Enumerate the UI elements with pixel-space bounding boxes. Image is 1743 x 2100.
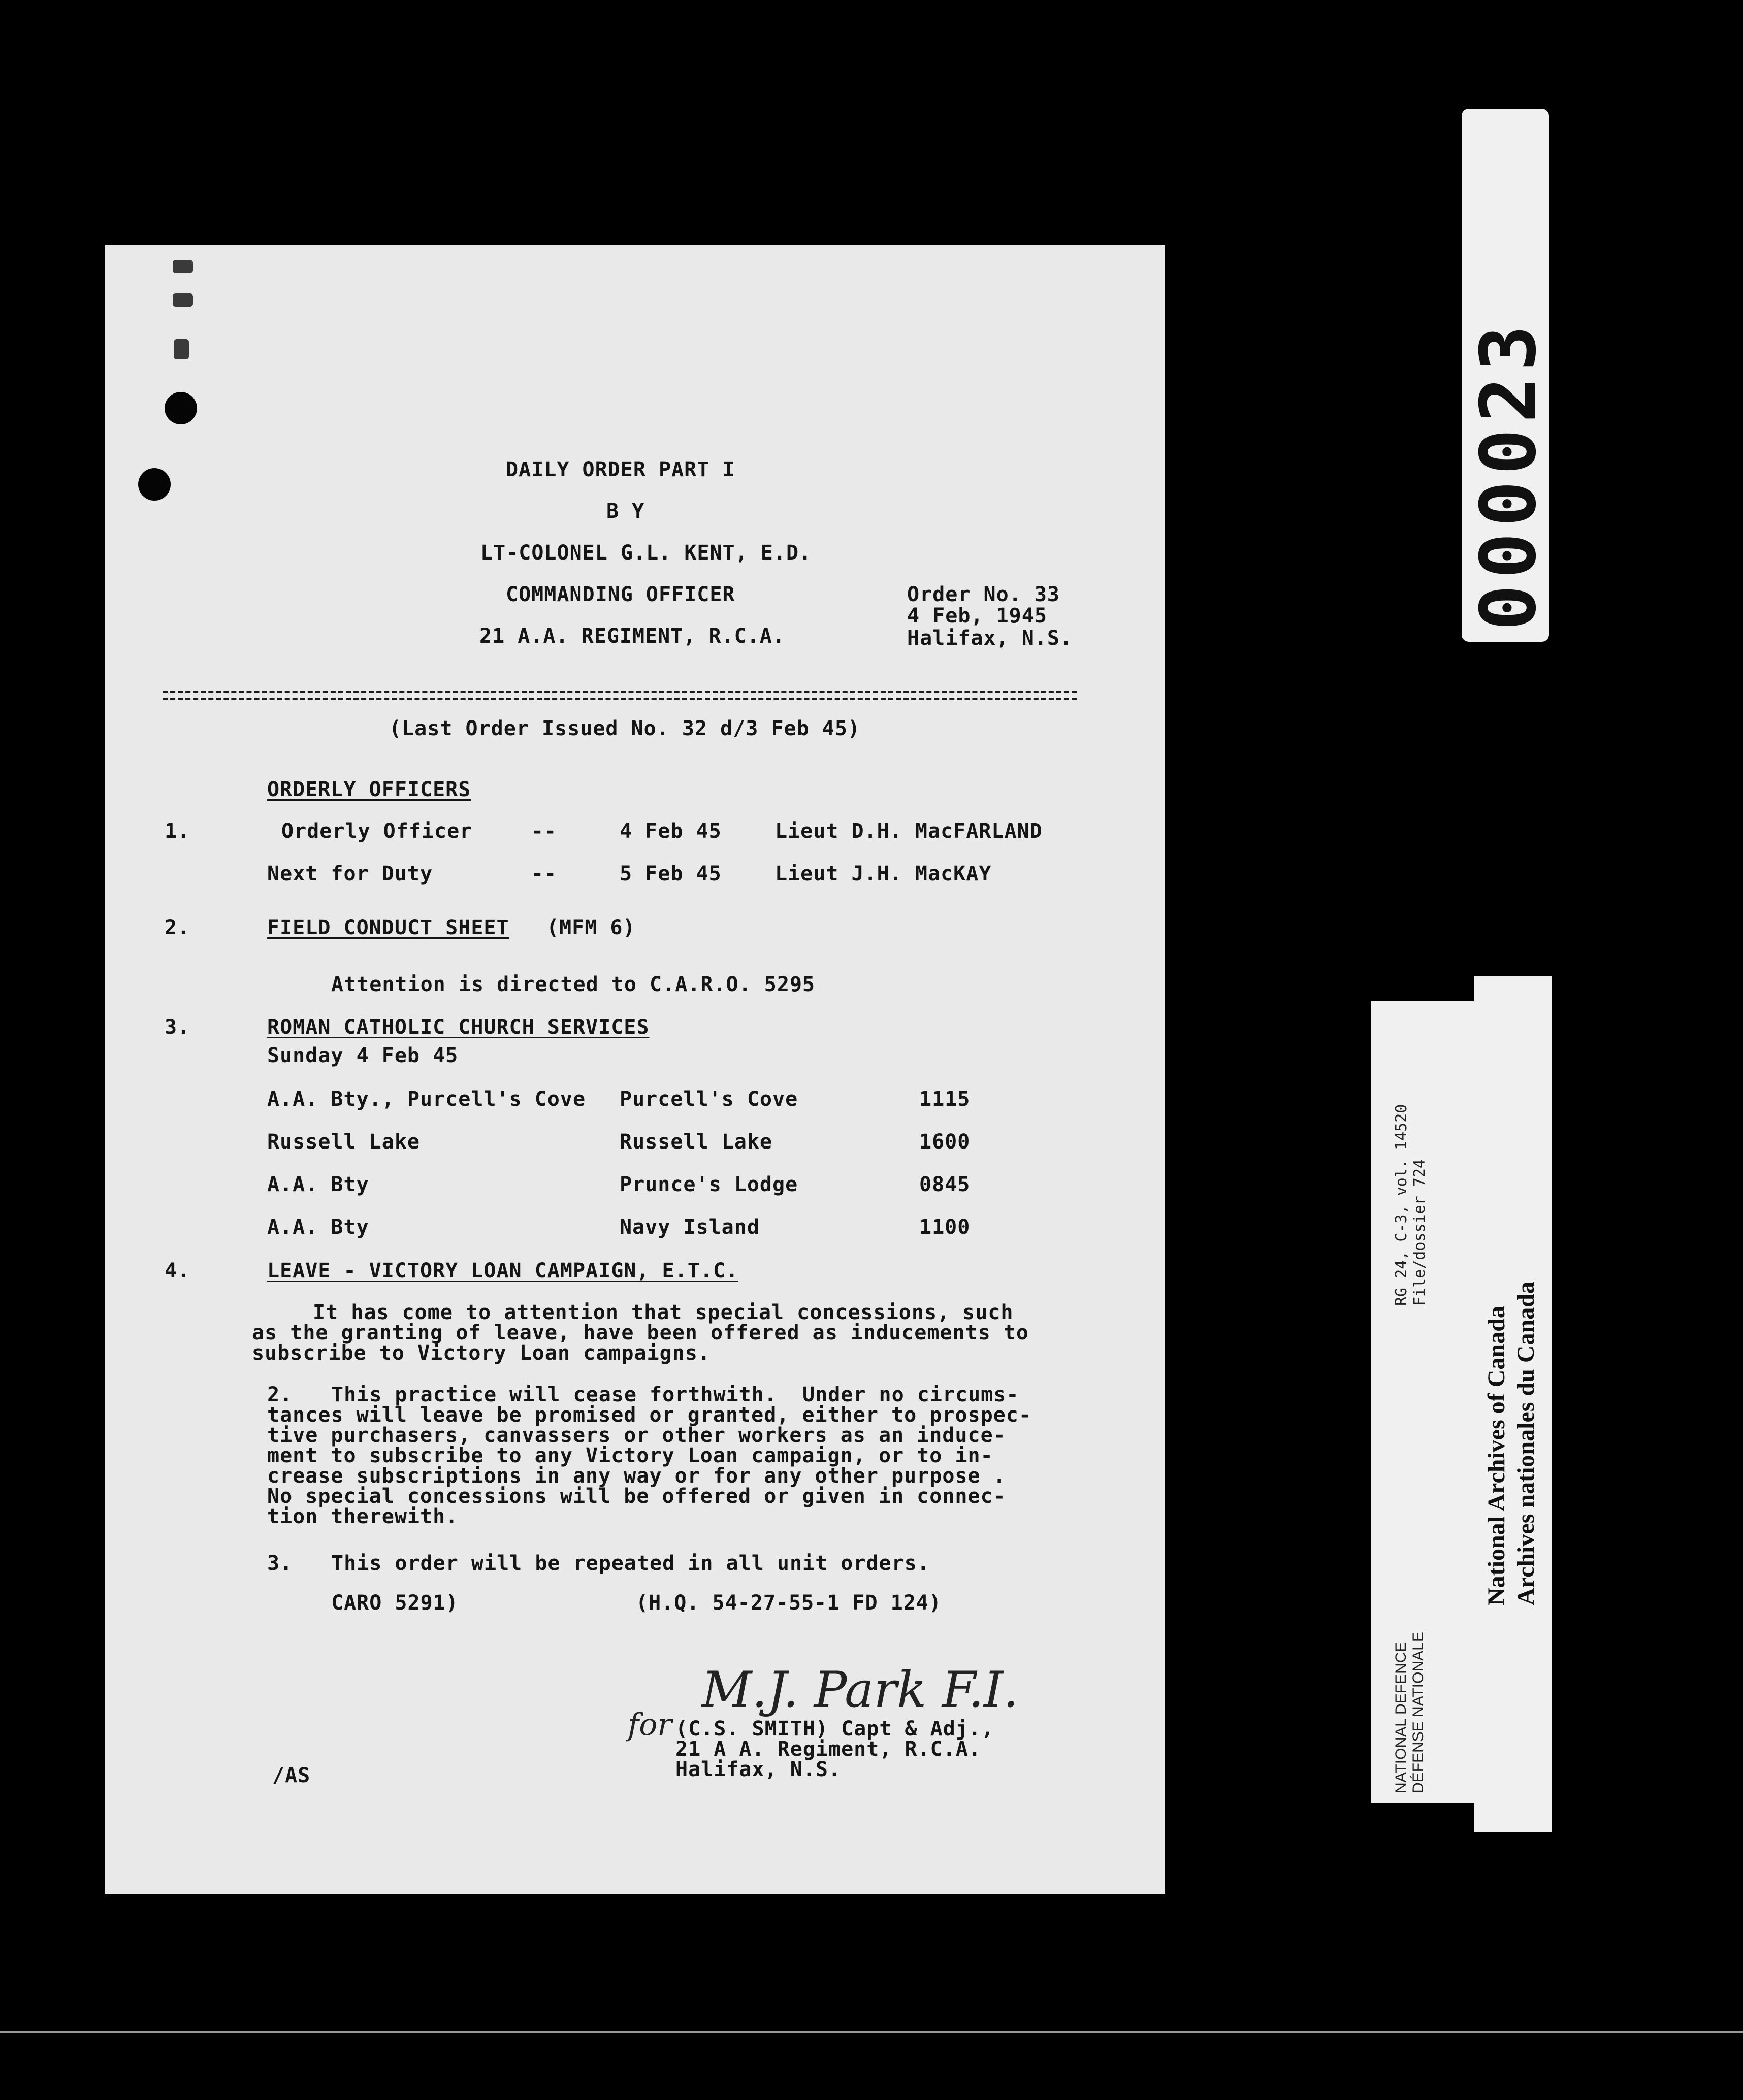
header-by: B Y [606,500,645,523]
archives-strip [1474,976,1552,1832]
punch-hole [138,468,171,501]
signature-name: (C.S. SMITH) Capt & Adj., [675,1717,994,1741]
church-time: 1100 [919,1216,971,1239]
frame-number-strip [1462,109,1553,642]
conduct-heading: FIELD CONDUCT SHEET [267,916,509,939]
church-place: Russell Lake [620,1130,772,1154]
church-unit: A.A. Bty [267,1216,369,1239]
staple-mark [174,339,189,359]
film-edge-line [0,2031,1743,2033]
staple-mark [173,293,193,307]
reference-file: File/dossier 724 [1411,1159,1429,1306]
header-officer: LT-COLONEL G.L. KENT, E.D. [480,541,812,565]
orderly-dash: -- [531,862,557,885]
paragraph-number: 3. [267,1552,293,1575]
order-number: Order No. 33 [907,583,1060,606]
orderly-heading: ORDERLY OFFICERS [267,778,471,801]
archives-en: National Archives of Canada [1483,1306,1510,1605]
department-fr: DÉFENSE NATIONALE [1410,1632,1427,1793]
church-unit: A.A. Bty [267,1173,369,1196]
church-place: Purcell's Cove [620,1088,798,1111]
section-number: 4. [165,1259,190,1283]
orderly-name: Lieut D.H. MacFARLAND [775,819,1043,843]
order-date: 4 Feb, 1945 [907,604,1047,628]
last-order: (Last Order Issued No. 32 d/3 Feb 45) [389,717,861,740]
orderly-dash: -- [531,819,557,843]
paragraph-number: 2. [267,1383,293,1406]
conduct-note: (MFM 6) [546,916,636,939]
archives-name [1482,1282,1541,1605]
signature-unit: 21 A A. Regiment, R.C.A. [675,1737,981,1761]
punch-hole [165,392,197,424]
signature-place: Halifax, N.S. [675,1758,842,1781]
document-page [105,245,1165,1894]
department-strip [1371,1001,1478,1803]
orderly-date: 4 Feb 45 [620,819,722,843]
section-number: 1. [165,819,190,843]
orderly-date: 5 Feb 45 [620,862,722,885]
orderly-role: Orderly Officer [281,819,473,843]
header-role: COMMANDING OFFICER [506,583,735,606]
church-time: 0845 [919,1173,971,1196]
church-unit: Russell Lake [267,1130,420,1154]
signature-for: for [628,1707,672,1743]
church-heading: ROMAN CATHOLIC CHURCH SERVICES [267,1015,650,1039]
header-unit: 21 A.A. REGIMENT, R.C.A. [479,625,785,648]
church-time: 1115 [919,1088,971,1111]
divider-line [163,691,1077,693]
church-place: Prunce's Lodge [620,1173,798,1196]
church-place: Navy Island [620,1216,760,1239]
header-title: DAILY ORDER PART I [506,458,735,481]
leave-paragraph-1: It has come to attention that special concessions, such as the granting of leave, have been offered as inducements to subscribe to Victory Loan campaigns. [252,1301,1029,1365]
staple-mark [173,260,193,273]
church-unit: A.A. Bty., Purcell's Cove [267,1088,586,1111]
reference-volume: RG 24, C-3, vol. 14520 [1393,1104,1410,1306]
section-number: 3. [165,1015,190,1039]
department-name [1393,1632,1427,1793]
typist-initials: /AS [272,1764,311,1787]
archive-reference [1393,1104,1429,1306]
conduct-text: Attention is directed to C.A.R.O. 5295 [331,973,816,996]
archives-fr: Archives nationales du Canada [1512,1282,1539,1605]
orderly-role: Next for Duty [267,862,433,885]
frame-number: 000023 [1465,319,1553,631]
order-place: Halifax, N.S. [907,627,1073,650]
church-day: Sunday 4 Feb 45 [267,1044,459,1067]
section-number: 2. [165,916,190,939]
church-time: 1600 [919,1130,971,1154]
leave-heading: LEAVE - VICTORY LOAN CAMPAIGN, E.T.C. [267,1259,739,1283]
divider-line [163,698,1077,700]
orderly-name: Lieut J.H. MacKAY [775,862,992,885]
department-en: NATIONAL DEFENCE [1393,1642,1409,1793]
handwritten-signature: M.J. Park F.I. [702,1661,1019,1718]
leave-paragraph-3: This order will be repeated in all unit orders. [331,1552,930,1575]
leave-paragraph-2: This practice will cease forthwith. Under no circums- tances will leave be promised or granted, either to prospec- tive purchasers, canvassers or other workers as an induce- ment to subscribe to any Victory Loan campaign, or to in- crease subscriptions in any way or for any other purpose . No special concessions will be offered or given in connec- tion therewith. [267,1383,1031,1528]
caro-reference: CARO 5291) [331,1591,459,1615]
hq-reference: (H.Q. 54-27-55-1 FD 124) [636,1591,942,1615]
